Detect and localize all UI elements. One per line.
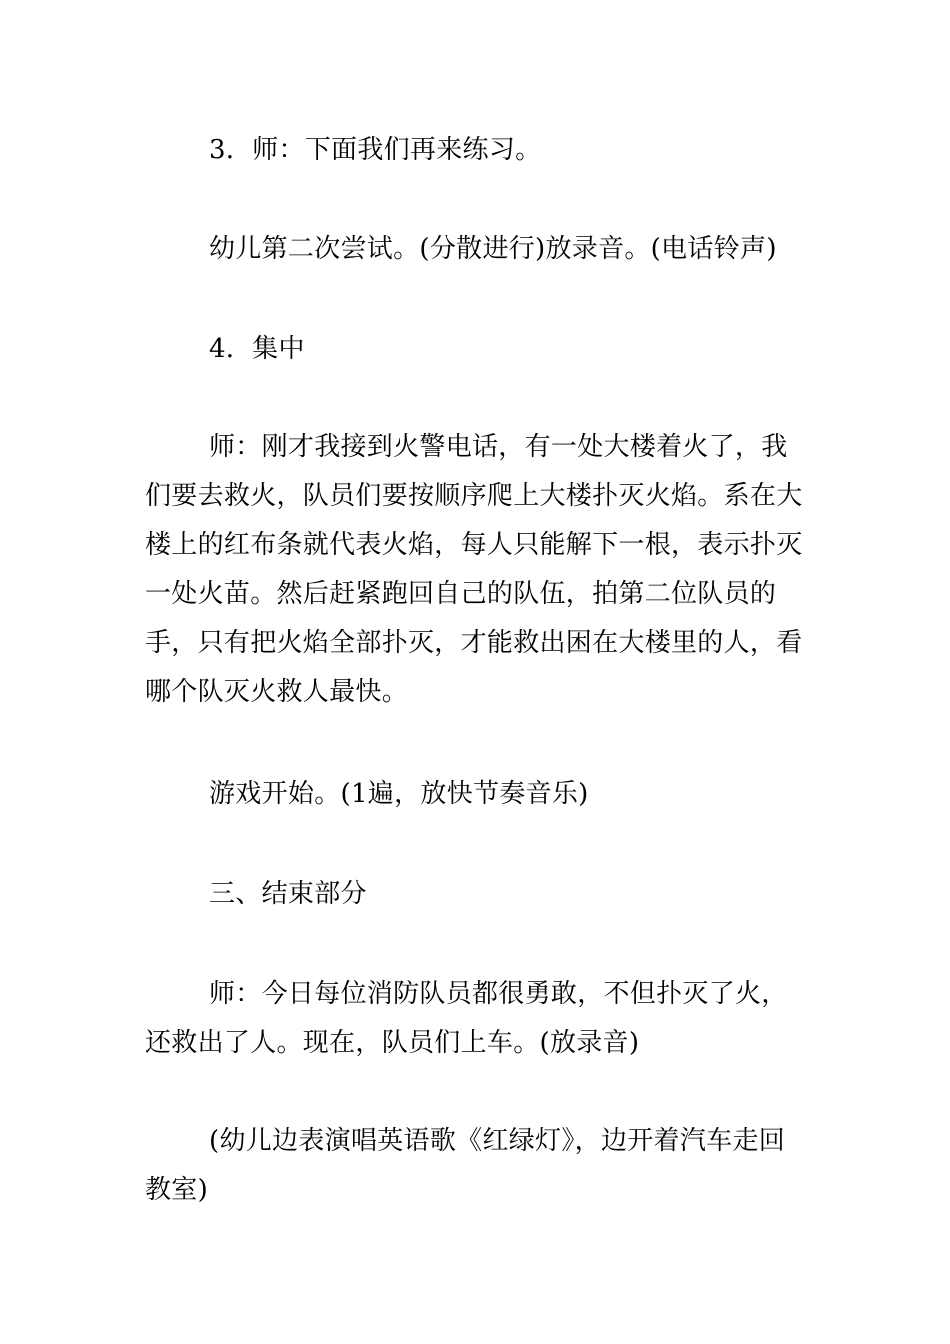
paragraph-second-attempt: 幼儿第二次尝试。(分散进行)放录音。(电话铃声) (209, 234, 777, 264)
paragraph-closing-song: (幼儿边表演唱英语歌《红绿灯》，边开着汽车走回教室) (145, 1126, 786, 1205)
section-heading-conclusion: 三、结束部分 (209, 879, 367, 909)
paragraph-game-start: 游戏开始。(1遍，放快节奏音乐) (209, 779, 589, 809)
paragraph-step-4: 4．集中 (209, 334, 305, 364)
paragraph-teacher-closing: 师：今日每位消防队员都很勇敢，不但扑灭了火，还救出了人。现在，队员们上车。(放录音) (145, 979, 788, 1058)
paragraph-teacher-instructions: 师：刚才我接到火警电话，有一处大楼着火了，我们要去救火，队员们要按顺序爬上大楼扑灭火焰。系在大楼上的红布条就代表火焰，每人只能解下一根，表示扑灭一处火苗。然后赶紧跑回自己的队伍，拍第二位队员的手，只有把火焰全部扑灭，才能救出困在大楼里的人，看哪个队灭火救人最快。 (145, 432, 803, 707)
paragraph-step-3: 3．师：下面我们再来练习。 (209, 135, 542, 165)
